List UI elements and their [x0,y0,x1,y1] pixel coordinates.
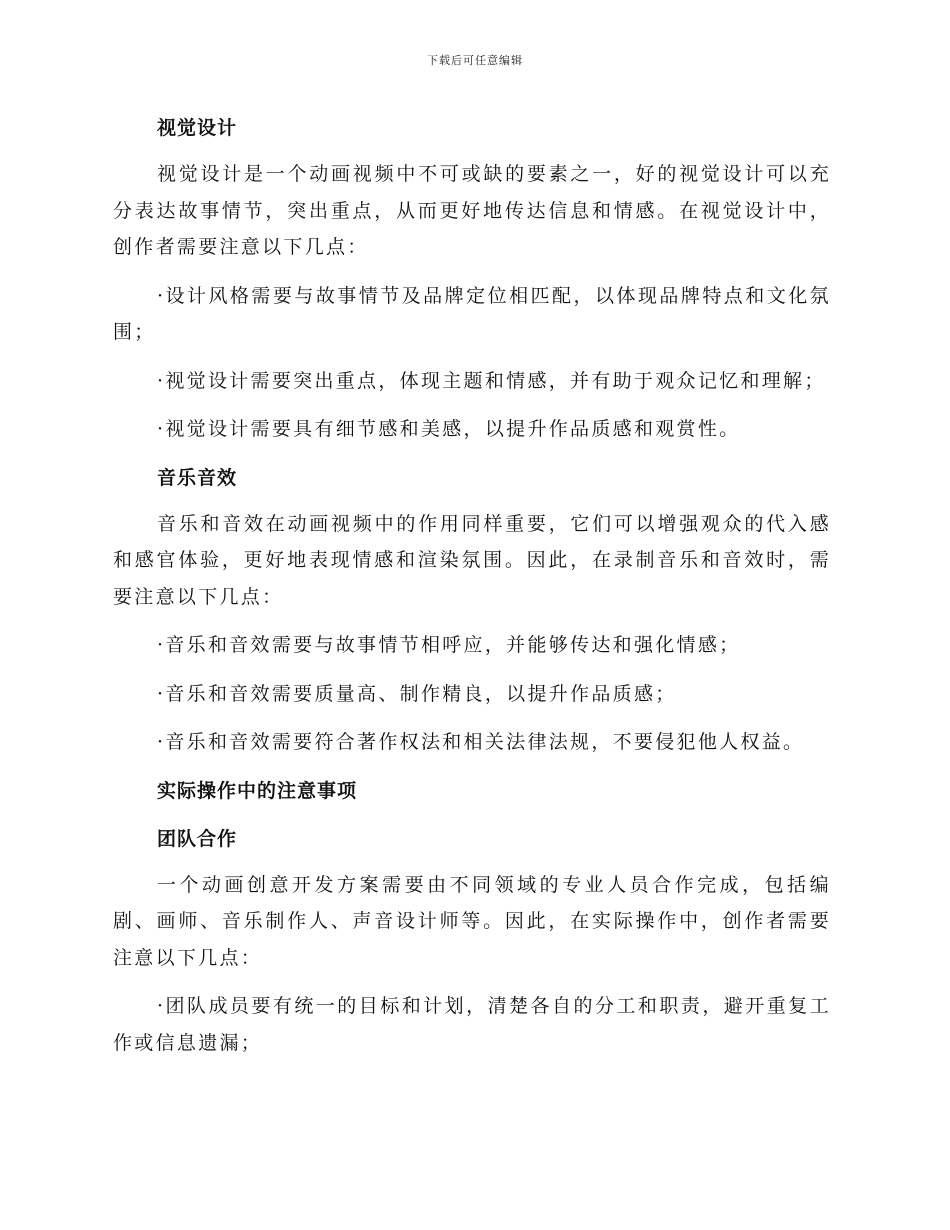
bullet-visual-2: ·视觉设计需要突出重点，体现主题和情感，并有助于观众记忆和理解； [157,369,826,392]
page-header: 下载后可任意编辑 [427,54,523,67]
section-heading-practice-notes: 实际操作中的注意事项 [157,779,358,802]
bullet-audio-3: ·音乐和音效需要符合著作权法和相关法律法规，不要侵犯他人权益。 [157,731,805,753]
bullet-audio-1: ·音乐和音效需要与故事情节相呼应，并能够传达和强化情感； [157,634,741,656]
bullet-audio-2: ·音乐和音效需要质量高、制作精良，以提升作品质感； [157,682,677,705]
paragraph-audio-intro: 音乐和音效在动画视频中的作用同样重要，它们可以增强观众的代入感和感官体验，更好地表现情感和渲染氛围。因此，在录制音乐和音效时，需要注意以下几点： [113,512,831,608]
bullet-visual-1: ·设计风格需要与故事情节及品牌定位相匹配，以体现品牌特点和文化氛围； [113,284,831,343]
section-heading-visual-design: 视觉设计 [157,117,238,139]
section-heading-teamwork: 团队合作 [157,827,238,850]
document-body [113,110,831,1061]
section-heading-music-sfx: 音乐音效 [157,466,238,489]
bullet-visual-3: ·视觉设计需要具有细节感和美感，以提升作品质感和观赏性。 [157,418,741,440]
paragraph-team-intro: 一个动画创意开发方案需要由不同领域的专业人员合作完成，包括编剧、画师、音乐制作人、声音设计师等。因此，在实际操作中，创作者需要注意以下几点： [113,873,831,969]
paragraph-visual-intro: 视觉设计是一个动画视频中不可或缺的要素之一，好的视觉设计可以充分表达故事情节，突出重点，从而更好地传达信息和情感。在视觉设计中，创作者需要注意以下几点： [113,163,831,258]
bullet-team-1: ·团队成员要有统一的目标和计划，清楚各自的分工和职责，避开重复工作或信息遗漏； [113,995,831,1054]
